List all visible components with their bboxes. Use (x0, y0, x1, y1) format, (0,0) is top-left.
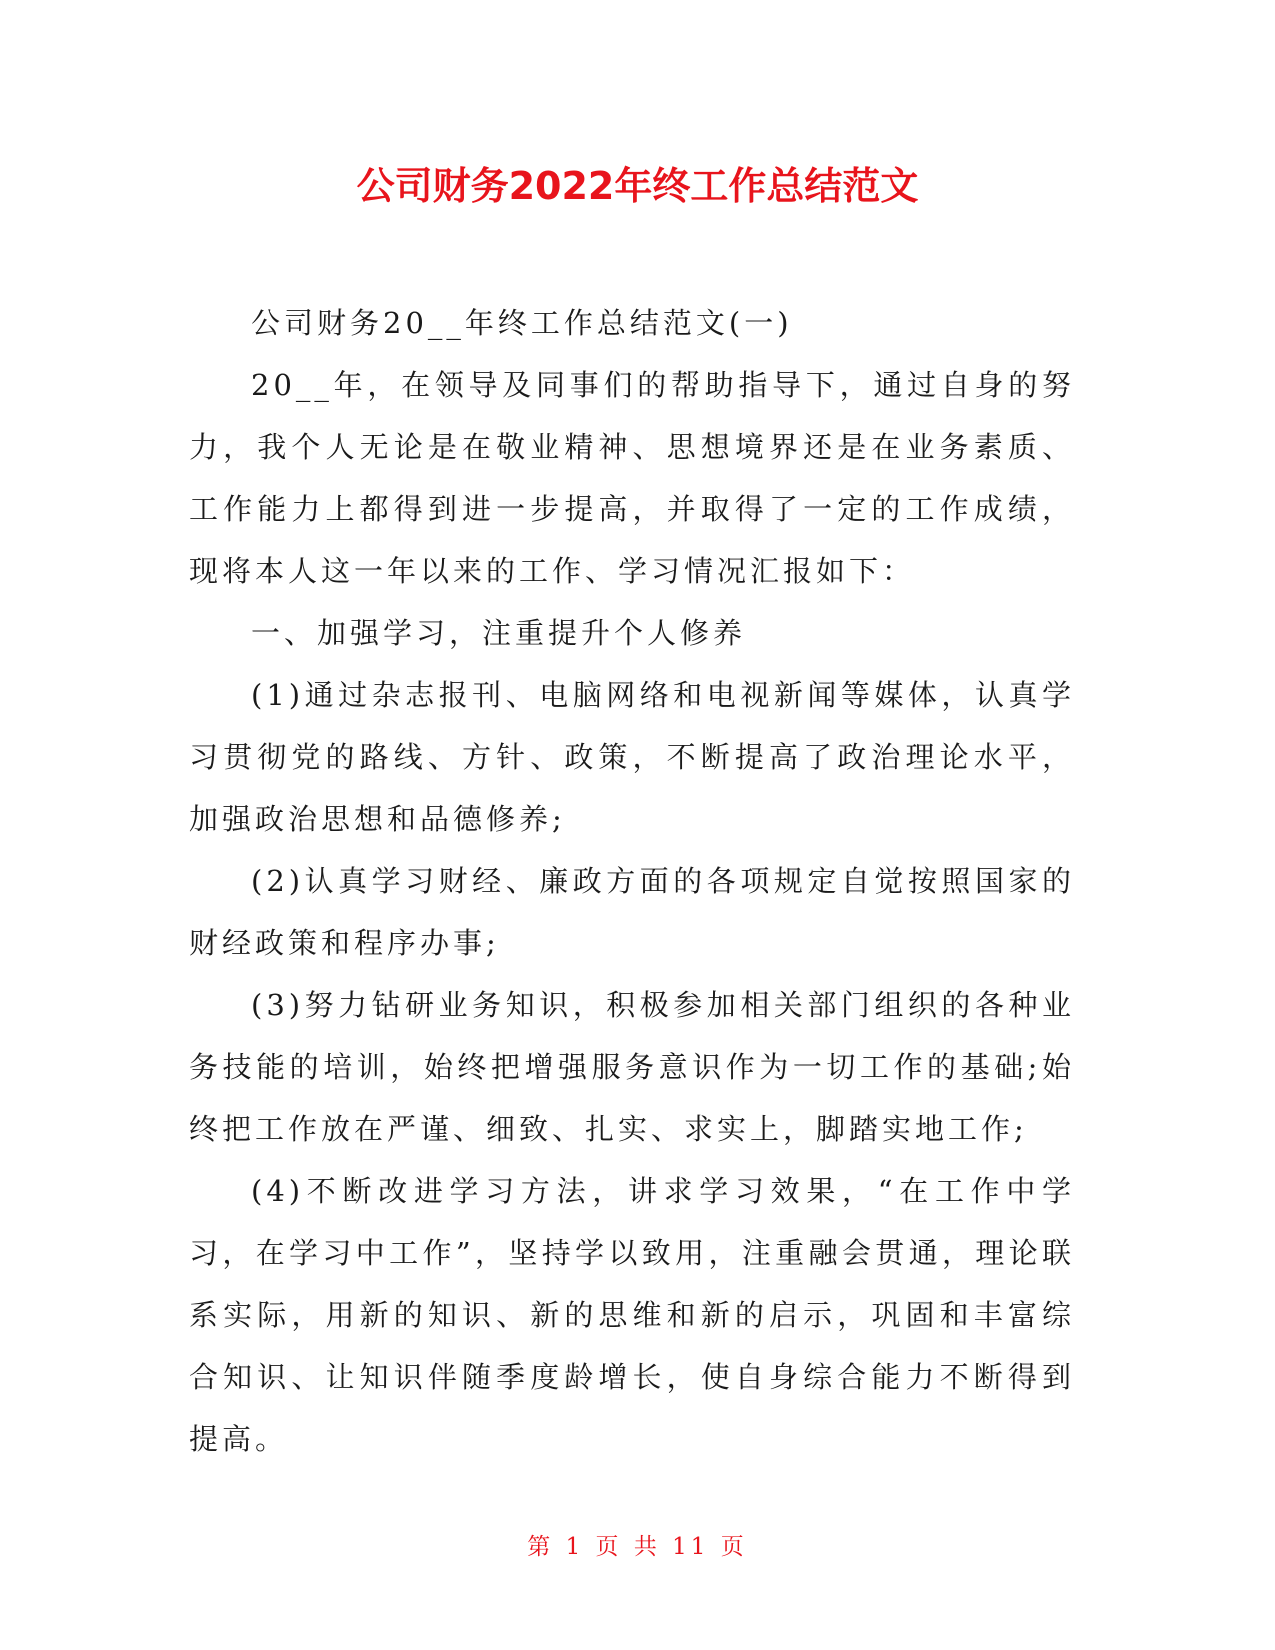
list-item-1: (1)通过杂志报刊、电脑网络和电视新闻等媒体，认真学习贯彻党的路线、方针、政策，不断提高了政治理论水平，加强政治思想和品德修养; (189, 678, 1075, 836)
page-footer: 第 1 页 共 11 页 (527, 1534, 748, 1560)
document-body (189, 292, 1075, 1470)
list-item-4: (4)不断改进学习方法，讲求学习效果，“在工作中学习，在学习中工作”，坚持学以致用，注重融会贯通，理论联系实际，用新的知识、新的思维和新的启示，巩固和丰富综合知识、让知识伴随季度龄增长，使自身综合能力不断得到提高。 (189, 1174, 1075, 1456)
paragraph-intro: 20__年，在领导及同事们的帮助指导下，通过自身的努力，我个人无论是在敬业精神、思想境界还是在业务素质、工作能力上都得到进一步提高，并取得了一定的工作成绩，现将本人这一年以来的工作、学习情况汇报如下： (189, 368, 1075, 588)
paragraph-subtitle: 公司财务20__年终工作总结范文(一) (251, 306, 793, 340)
section-heading: 一、加强学习，注重提升个人修养 (251, 616, 747, 650)
list-item-3: (3)努力钻研业务知识，积极参加相关部门组织的各种业务技能的培训，始终把增强服务意识作为一切工作的基础;始终把工作放在严谨、细致、扎实、求实上，脚踏实地工作; (189, 988, 1075, 1146)
document-title: 公司财务2022年终工作总结范文 (356, 164, 919, 208)
list-item-2: (2)认真学习财经、廉政方面的各项规定自觉按照国家的财经政策和程序办事; (189, 864, 1075, 960)
